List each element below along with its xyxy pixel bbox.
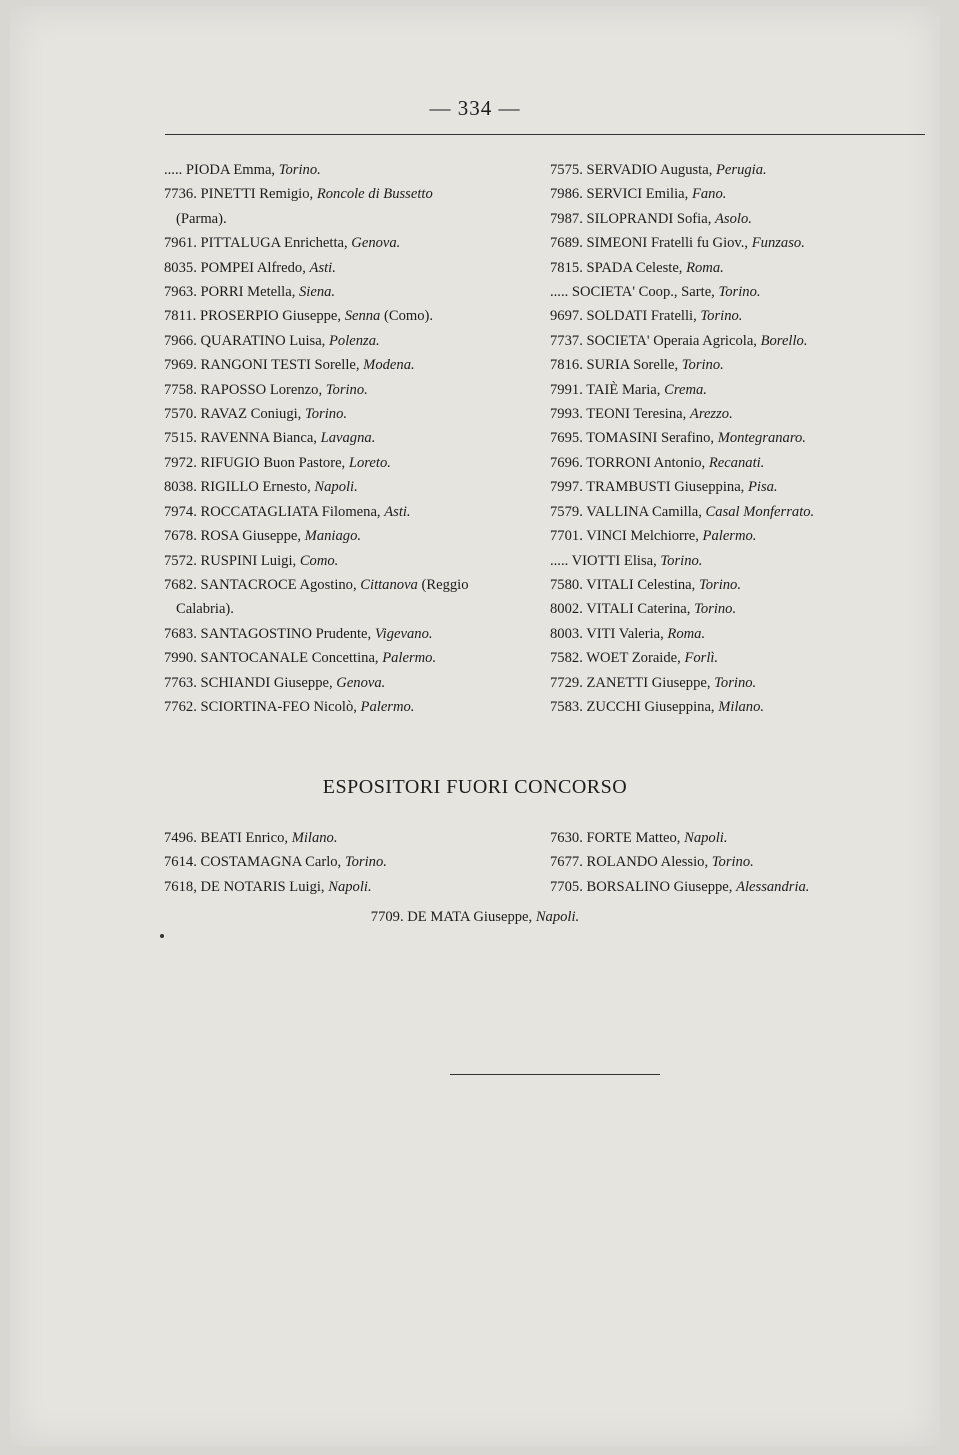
entry-name: VALLINA Camilla, bbox=[586, 503, 706, 520]
entry-number: 7689. bbox=[550, 235, 587, 252]
list-item bbox=[164, 875, 387, 899]
entry-number: 7678. bbox=[164, 528, 201, 545]
entry-number: 7575. bbox=[550, 162, 587, 178]
entry-number: 8002. bbox=[550, 601, 587, 618]
entry-number: 7736. bbox=[164, 186, 201, 203]
entry-number: 7677. bbox=[550, 854, 587, 871]
entry-name: BEATI Enrico, bbox=[200, 830, 292, 846]
entry-place: Asti. bbox=[309, 259, 336, 276]
entry-name: SPADA Celeste, bbox=[586, 259, 687, 276]
entry-name: SURIA Sorelle, bbox=[586, 357, 682, 374]
entry-name: VINCI Melchiorre, bbox=[586, 528, 703, 545]
entry-place: Torino. bbox=[718, 284, 761, 301]
list-item bbox=[550, 695, 930, 719]
entry-place: Siena. bbox=[299, 284, 336, 301]
entry-place: Napoli. bbox=[328, 878, 372, 895]
list-item bbox=[164, 549, 544, 573]
entry-name: SOCIETA' Coop., Sarte, bbox=[571, 284, 719, 301]
list-item bbox=[550, 646, 930, 670]
entry-name: SCIORTINA-FEO Nicolò, bbox=[200, 698, 361, 715]
bottom-rule bbox=[450, 1074, 660, 1075]
list-item bbox=[550, 549, 930, 573]
list-item bbox=[550, 207, 930, 231]
page-number: — 334 — bbox=[429, 96, 521, 120]
entry-number: 7758. bbox=[164, 381, 201, 398]
entry-number: 7705. bbox=[550, 878, 587, 895]
entry-name: VITI Valeria, bbox=[586, 625, 668, 642]
entry-number: 7762. bbox=[164, 698, 201, 715]
entry-place: Polenza. bbox=[328, 332, 380, 349]
list-item bbox=[550, 573, 930, 597]
list-item bbox=[164, 256, 544, 280]
entry-name: ZANETTI Giuseppe, bbox=[586, 674, 715, 691]
list-item bbox=[164, 402, 544, 426]
entry-place-suffix: (Reggio bbox=[417, 576, 469, 593]
entry-name: RANGONI TESTI Sorelle, bbox=[200, 357, 364, 374]
entry-name: PORRI Metella, bbox=[200, 284, 299, 301]
list-item bbox=[550, 304, 930, 328]
entry-number: 7682. bbox=[164, 576, 201, 593]
entry-name: SERVICI Emilia, bbox=[586, 186, 692, 203]
entry-name: RUSPINI Luigi, bbox=[200, 552, 300, 569]
entry-number: 8003. bbox=[550, 625, 587, 642]
entry-number: 7572. bbox=[164, 552, 201, 569]
list-item bbox=[550, 500, 930, 524]
list-item bbox=[550, 850, 809, 874]
list-item bbox=[164, 500, 544, 524]
entry-number: 7570. bbox=[164, 406, 201, 423]
entry-place: Asolo. bbox=[715, 210, 752, 227]
list-item bbox=[164, 475, 544, 499]
entry-number: 7969. bbox=[164, 357, 201, 374]
center-entry bbox=[10, 909, 940, 926]
list-item bbox=[550, 256, 930, 280]
entry-place: Casal Monferrato. bbox=[705, 503, 815, 520]
entry-name: RAVAZ Coniugi, bbox=[200, 406, 305, 423]
entry-number: 7963. bbox=[164, 284, 201, 301]
entry-name: DE NOTARIS Luigi, bbox=[200, 878, 329, 895]
list-item bbox=[550, 182, 930, 206]
entry-name: VITALI Celestina, bbox=[586, 576, 699, 593]
list-item bbox=[164, 182, 544, 231]
entry-number: 7683. bbox=[164, 625, 201, 642]
entry-place: Torino. bbox=[700, 308, 743, 325]
entry-number: 7580. bbox=[550, 576, 587, 593]
entry-number: 7696. bbox=[550, 454, 587, 471]
entry-place: Perugia. bbox=[716, 162, 767, 178]
entry-place: Vigevano. bbox=[374, 625, 433, 642]
list-item bbox=[550, 826, 809, 850]
entry-place: Torino. bbox=[694, 601, 737, 618]
list-item bbox=[550, 875, 809, 899]
entry-name: ROLANDO Alessio, bbox=[586, 854, 712, 871]
list-item bbox=[164, 353, 544, 377]
entry-number: 7991. bbox=[550, 381, 587, 398]
entry-name: RIGILLO Ernesto, bbox=[200, 479, 315, 496]
list-item bbox=[164, 850, 387, 874]
list-item bbox=[164, 826, 387, 850]
entry-place: Genova. bbox=[336, 674, 386, 691]
list-item bbox=[550, 378, 930, 402]
entry-name: TORRONI Antonio, bbox=[586, 454, 709, 471]
entry-continuation: Calabria). bbox=[176, 601, 234, 618]
entry-number: ..... bbox=[164, 162, 186, 178]
entry-place: Torino. bbox=[681, 357, 724, 374]
entry-number: 7961. bbox=[164, 235, 201, 252]
entry-number: 7709. bbox=[370, 909, 408, 925]
entry-number: 7974. bbox=[164, 503, 201, 520]
entry-name: TOMASINI Serafino, bbox=[586, 430, 718, 447]
entry-place: Milano. bbox=[718, 698, 765, 715]
list-item bbox=[550, 524, 930, 548]
entry-place: Napoli. bbox=[314, 479, 358, 496]
entry-name: SANTAGOSTINO Prudente, bbox=[200, 625, 375, 642]
list-item bbox=[164, 695, 544, 719]
list-item bbox=[164, 524, 544, 548]
list-item bbox=[550, 231, 930, 255]
entry-place: Maniago. bbox=[304, 528, 362, 545]
entry-place: Asti. bbox=[384, 503, 411, 520]
entry-place: Fano. bbox=[691, 186, 727, 203]
entry-place: Montegranaro. bbox=[717, 430, 806, 447]
entry-name: RAPOSSO Lorenzo, bbox=[200, 381, 326, 398]
entry-place: Alessandria. bbox=[736, 878, 810, 895]
entry-name: SOCIETA' Operaia Agricola, bbox=[586, 332, 761, 349]
entry-number: 7763. bbox=[164, 674, 201, 691]
entry-name: ROCCATAGLIATA Filomena, bbox=[200, 503, 385, 520]
entry-name: COSTAMAGNA Carlo, bbox=[200, 854, 345, 871]
list-item bbox=[164, 451, 544, 475]
entry-place: Napoli. bbox=[684, 830, 728, 846]
entry-number: ..... bbox=[550, 552, 572, 569]
entry-place: Palermo. bbox=[702, 528, 757, 545]
entry-number: 7496. bbox=[164, 830, 201, 846]
page bbox=[10, 6, 940, 1446]
entry-place: Palermo. bbox=[360, 698, 415, 715]
entry-number: 7695. bbox=[550, 430, 587, 447]
entry-place: Roma. bbox=[686, 259, 724, 276]
entry-name: SIMEONI Fratelli fu Giov., bbox=[586, 235, 752, 252]
entry-name: PITTALUGA Enrichetta, bbox=[200, 235, 352, 252]
entry-number: 7990. bbox=[164, 650, 201, 667]
entry-name: TRAMBUSTI Giuseppina, bbox=[586, 479, 748, 496]
entry-name: ZUCCHI Giuseppina, bbox=[586, 698, 719, 715]
entry-name: TEONI Teresina, bbox=[586, 406, 690, 423]
entry-place: Pisa. bbox=[747, 479, 778, 496]
entry-place: Cittanova bbox=[360, 576, 418, 593]
entry-name: SOLDATI Fratelli, bbox=[586, 308, 701, 325]
entry-number: 7701. bbox=[550, 528, 587, 545]
list-item bbox=[550, 622, 930, 646]
list-item bbox=[550, 402, 930, 426]
entry-name: BORSALINO Giuseppe, bbox=[586, 878, 737, 895]
entry-number: 7618, bbox=[164, 878, 201, 895]
entry-number: 8035. bbox=[164, 259, 201, 276]
entry-name: DE MATA Giuseppe, bbox=[407, 909, 536, 925]
entry-name: SCHIANDI Giuseppe, bbox=[200, 674, 337, 691]
entry-name: QUARATINO Luisa, bbox=[200, 332, 329, 349]
entry-place: Arezzo. bbox=[689, 406, 733, 423]
entry-number: 7972. bbox=[164, 454, 201, 471]
list-item bbox=[550, 475, 930, 499]
entry-continuation: (Parma). bbox=[176, 210, 227, 227]
entry-place: Torino. bbox=[660, 552, 703, 569]
list-item bbox=[164, 304, 544, 328]
entry-place: Roncole di Bussetto bbox=[316, 186, 433, 203]
entry-name: WOET Zoraide, bbox=[586, 650, 685, 667]
entry-number: 7816. bbox=[550, 357, 587, 374]
dot-mark bbox=[160, 934, 164, 938]
right-column bbox=[550, 158, 930, 719]
entry-place: Crema. bbox=[664, 381, 707, 398]
entry-name: VIOTTI Elisa, bbox=[571, 552, 661, 569]
list-item bbox=[550, 280, 930, 304]
entry-name: POMPEI Alfredo, bbox=[200, 259, 310, 276]
entry-place: Roma. bbox=[667, 625, 706, 642]
entry-place: Torino. bbox=[278, 162, 321, 178]
entry-name: PROSERPIO Giuseppe, bbox=[199, 308, 345, 325]
list-item bbox=[550, 329, 930, 353]
entry-name: SERVADIO Augusta, bbox=[586, 162, 716, 178]
entry-number: 7811. bbox=[164, 308, 200, 325]
entry-place: Torino. bbox=[698, 576, 742, 593]
section-right-column bbox=[550, 826, 809, 899]
entry-place: Torino. bbox=[325, 381, 368, 398]
entry-name: PINETTI Remigio, bbox=[200, 186, 317, 203]
entry-number: 7993. bbox=[550, 406, 587, 423]
entry-number: 7582. bbox=[550, 650, 587, 667]
entry-name: FORTE Matteo, bbox=[586, 830, 685, 846]
list-item bbox=[550, 158, 930, 182]
entry-place: Torino. bbox=[714, 674, 757, 691]
entry-name: RAVENNA Bianca, bbox=[200, 430, 321, 447]
list-item bbox=[164, 671, 544, 695]
entry-number: 7614. bbox=[164, 854, 201, 871]
entry-name: VITALI Caterina, bbox=[586, 601, 695, 618]
entry-place: Torino. bbox=[344, 854, 387, 871]
entry-number: 8038. bbox=[164, 479, 201, 496]
entry-number: 7729. bbox=[550, 674, 587, 691]
list-item bbox=[164, 573, 544, 622]
entry-place: Modena. bbox=[363, 357, 415, 374]
list-item bbox=[550, 426, 930, 450]
list-item bbox=[164, 231, 544, 255]
list-item bbox=[550, 451, 930, 475]
entry-place: Recanati. bbox=[708, 454, 765, 471]
top-rule bbox=[165, 134, 925, 135]
entry-place: Torino. bbox=[711, 854, 754, 871]
entry-number: 7515. bbox=[164, 430, 201, 447]
entry-place: Como. bbox=[299, 552, 339, 569]
entry-place: Genova. bbox=[351, 235, 401, 252]
list-item bbox=[164, 378, 544, 402]
entry-number: 7966. bbox=[164, 332, 201, 349]
entry-number: 7986. bbox=[550, 186, 587, 203]
entry-number: 7997. bbox=[550, 479, 587, 496]
entry-name: TAIÈ Maria, bbox=[586, 381, 665, 398]
entry-number: 7987. bbox=[550, 210, 587, 227]
entry-place: Palermo. bbox=[382, 650, 437, 667]
entry-name: PIODA Emma, bbox=[185, 162, 279, 178]
entry-place-suffix: (Como). bbox=[380, 308, 434, 325]
list-item bbox=[164, 646, 544, 670]
entry-number: 7737. bbox=[550, 332, 587, 349]
entry-number: 7630. bbox=[550, 830, 587, 846]
entry-place: Milano. bbox=[291, 830, 338, 846]
entry-name: ROSA Giuseppe, bbox=[200, 528, 305, 545]
section-left-column bbox=[164, 826, 387, 899]
entry-number: 9697. bbox=[550, 308, 587, 325]
entry-place: Lavagna. bbox=[320, 430, 376, 447]
entry-place: Napoli. bbox=[535, 909, 580, 925]
list-item bbox=[550, 671, 930, 695]
entry-place: Funzaso. bbox=[751, 235, 805, 252]
entry-place: Torino. bbox=[304, 406, 348, 423]
left-column bbox=[164, 158, 544, 719]
list-item bbox=[164, 329, 544, 353]
entry-number: 7579. bbox=[550, 503, 587, 520]
list-item bbox=[164, 426, 544, 450]
entry-number: 7815. bbox=[550, 259, 587, 276]
entry-name: SANTACROCE Agostino, bbox=[200, 576, 361, 593]
list-item bbox=[164, 158, 544, 182]
entry-number: ..... bbox=[550, 284, 572, 301]
list-item bbox=[164, 622, 544, 646]
section-title: ESPOSITORI FUORI CONCORSO bbox=[322, 776, 628, 798]
entry-place: Forlì. bbox=[684, 650, 719, 667]
list-item bbox=[164, 280, 544, 304]
entry-place: Loreto. bbox=[348, 454, 391, 471]
list-item bbox=[550, 353, 930, 377]
entry-name: SANTOCANALE Concettina, bbox=[200, 650, 383, 667]
entry-place: Senna bbox=[344, 308, 381, 325]
entry-place: Borello. bbox=[760, 332, 808, 349]
entry-number: 7583. bbox=[550, 698, 587, 715]
entry-name: RIFUGIO Buon Pastore, bbox=[200, 454, 349, 471]
list-item bbox=[550, 597, 930, 621]
entry-name: SILOPRANDI Sofia, bbox=[586, 210, 715, 227]
